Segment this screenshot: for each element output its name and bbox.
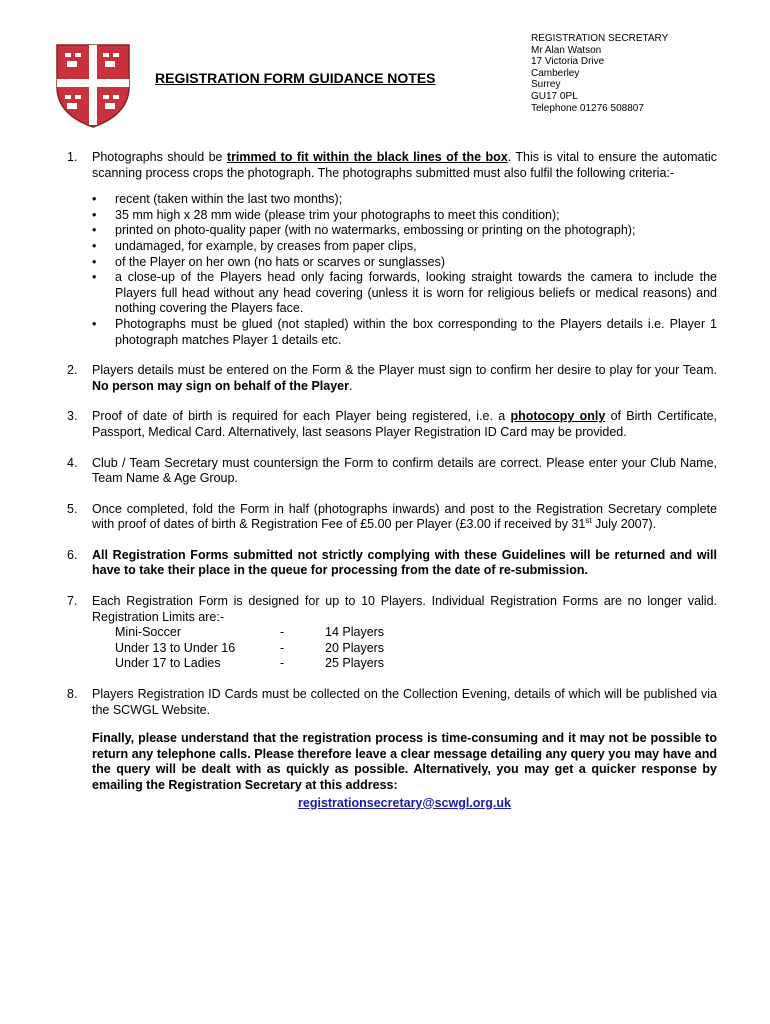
bullet-icon: • (92, 207, 97, 222)
guidance-item-4 (67, 456, 717, 487)
item-number: 1. (67, 150, 78, 164)
item-text: Players Registration ID Cards must be collected on the Collection Evening, details of which will be published via the SCWGL Website. (92, 687, 717, 717)
guidance-item-7 (67, 594, 717, 672)
item-text: . This is vital to ensure the automatic scanning process crops the photograph. The photographs submitted must also fulfil the following criteria:- (92, 150, 717, 180)
item-text: Photographs should be (92, 150, 227, 164)
criteria-item: • of the Player on her own (no hats or scarves or sunglasses) (92, 254, 446, 269)
final-note (67, 731, 717, 811)
limit-value: 14 Players (325, 625, 385, 640)
item-number: 3. (67, 409, 78, 424)
address-line: REGISTRATION SECRETARY (531, 33, 669, 44)
bullet-icon: • (92, 223, 97, 238)
registration-limits-table (115, 625, 717, 672)
guidance-item-1 (67, 150, 717, 348)
bullet-icon: • (92, 238, 97, 253)
limit-group: Under 13 to Under 16 (115, 640, 236, 655)
criteria-item: • 35 mm high x 28 mm wide (please trim your photographs to meet this condition); (92, 207, 560, 222)
league-crest-logo (53, 41, 133, 129)
address-line: GU17 0PL (531, 90, 578, 102)
item-number: 2. (67, 363, 78, 378)
limit-value: 20 Players (325, 640, 385, 655)
limit-dash: - (280, 656, 285, 671)
registration-email-link[interactable]: registrationsecretary@scwgl.org.uk (298, 795, 511, 810)
item-warning: All Registration Forms submitted not strictly complying with these Guidelines will be returned and will have to take their place in the queue for processing from the date of re-submission. (92, 547, 717, 578)
guidance-item-3 (67, 409, 717, 440)
limit-group: Mini-Soccer (115, 625, 181, 640)
item-emphasis: No person may sign on behalf of the Player (92, 378, 349, 393)
address-line: Mr Alan Watson (531, 44, 602, 56)
item-text: Once completed, fold the Form in half (photographs inwards) and post to the Registration Secretary complete with proof of dates of birth & Registration Fee of £5.00 per Player (£3.00 if received by 31 (92, 501, 717, 532)
guidance-notes (67, 150, 717, 811)
item-text: Players details must be entered on the Form & the Player must sign to confirm her desire to play for your Team. (92, 363, 717, 378)
item-text: July 2007). (591, 517, 657, 532)
final-note-text: Finally, please understand that the registration process is time-consuming and it may not be possible to return any telephone calls. Please therefore leave a clear message detailing any query you may have and the query will be dealt with as quickly as possible. Alternatively, you may get a quicker response by emailing the Registration Secretary at this address: (92, 731, 717, 792)
limit-value: 25 Players (325, 656, 385, 671)
item-text: Each Registration Form is designed for up to 10 Players. Individual Registration Forms are no longer valid. Registration Limits are:- (92, 594, 717, 624)
item-number: 4. (67, 455, 78, 470)
email-row (92, 796, 717, 812)
item-emphasis: trimmed to fit within the black lines of the box (226, 150, 508, 164)
criteria-item: • recent (taken within the last two months); (92, 192, 343, 207)
item-number: 7. (67, 594, 78, 609)
address-line: 17 Victoria Drive (531, 56, 605, 68)
registration-secretary-address (531, 33, 668, 114)
item-text: of Birth Certificate, Passport, Medical Card. Alternatively, last seasons Player Registration ID Card may be provided. (92, 409, 717, 439)
limit-dash: - (280, 640, 285, 655)
guidance-item-8 (67, 687, 717, 718)
address-line: Camberley (531, 67, 580, 79)
bullet-icon: • (92, 270, 97, 285)
guidance-item-5: 5. Once completed, fold the Form in half (photographs inwards) and post to the Registration Secretary complete with proof of dates of birth & Registration Fee of £5.00 per Player (£3.00 if received by 31st July 2007). (67, 501, 717, 532)
bullet-icon: • (92, 254, 97, 269)
item-text: Club / Team Secretary must countersign the Form to confirm details are correct. Please enter your Club Name, Team Name & Age Group. (92, 455, 717, 486)
criteria-item: • printed on photo-quality paper (with no watermarks, embossing or printing on the photograph); (92, 223, 636, 238)
criteria-item: • undamaged, for example, by creases from paper clips, (92, 238, 417, 253)
limit-group: Under 17 to Ladies (115, 656, 221, 671)
guidance-item-6 (67, 548, 717, 579)
limit-dash: - (280, 625, 285, 640)
item-text: Proof of date of birth is required for each Player being registered, i.e. a (92, 409, 511, 424)
page-title: REGISTRATION FORM GUIDANCE NOTES (155, 70, 436, 86)
address-line: Surrey (531, 79, 561, 91)
bullet-icon: • (92, 192, 97, 207)
item-number: 6. (67, 547, 78, 562)
item-number: 8. (67, 687, 78, 702)
guidance-item-2: 2. Players details must be entered on the Form & the Player must sign to confirm her desire to play for your Team. No person may sign on behalf of the Player. (67, 363, 717, 393)
item-emphasis: photocopy only (510, 409, 606, 424)
criteria-item: • a close-up of the Players head only facing forwards, looking straight towards the camera to include the Players full head without any head covering (unless it is worn for religious beliefs or medical reasons) and nothing covering the Players face. (92, 270, 717, 316)
photo-criteria-list (92, 192, 717, 348)
guidance-list (67, 150, 717, 718)
address-line: Telephone 01276 508807 (531, 102, 644, 114)
bullet-icon: • (92, 316, 97, 331)
criteria-item: • Photographs must be glued (not stapled) within the box corresponding to the Players details i.e. Player 1 photograph matches Player 1 details etc. (92, 316, 717, 347)
item-number: 5. (67, 501, 78, 516)
